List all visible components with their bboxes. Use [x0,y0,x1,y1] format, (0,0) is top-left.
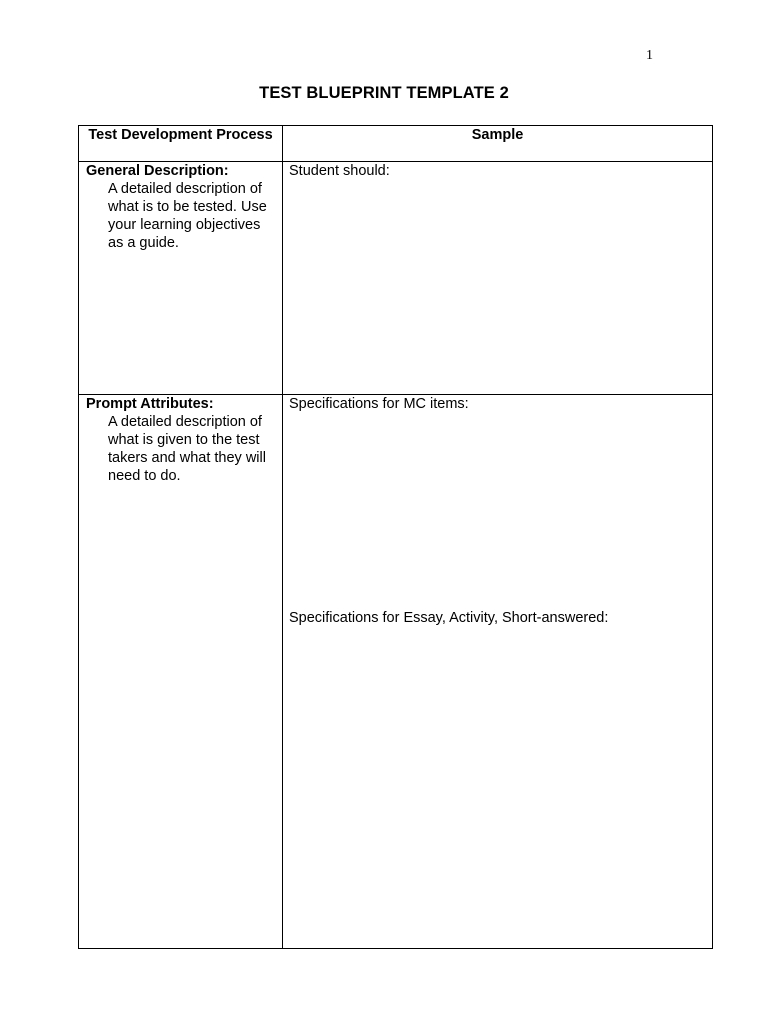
sample-text: Specifications for Essay, Activity, Short-answered: [289,610,609,626]
table-row-general-description [79,162,713,395]
process-cell [79,162,283,395]
blueprint-table [78,125,713,949]
table-row-prompt-attributes [79,395,713,949]
sample-cell[interactable] [283,395,713,949]
header-process: Test Development Process [79,126,283,162]
header-sample: Sample [283,126,713,162]
sample-cell[interactable] [283,162,713,395]
process-description: A detailed description of what is to be tested. Use your learning objectives as a guide. [108,181,267,251]
process-heading: General Description: [86,163,229,179]
process-cell [79,395,283,949]
sample-text: Specifications for MC items: [289,396,469,412]
sample-text: Student should: [289,163,390,179]
page-number: 1 [646,48,653,63]
process-description: A detailed description of what is given to the test takers and what they will need to do. [108,414,266,484]
table-header-row [79,126,713,162]
document-title: TEST BLUEPRINT TEMPLATE 2 [259,84,509,102]
process-heading: Prompt Attributes: [86,396,214,412]
